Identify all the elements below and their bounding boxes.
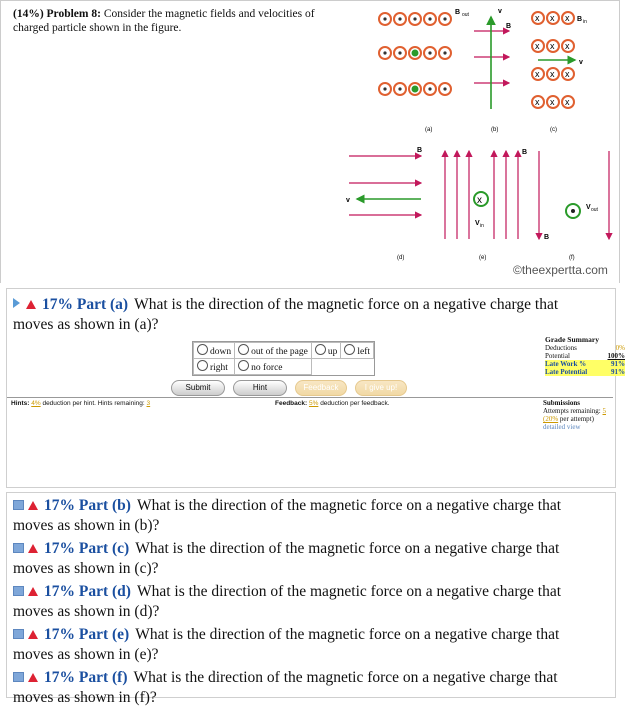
- label-v-b: v: [498, 8, 502, 15]
- warning-icon: [28, 587, 38, 596]
- label-vout: V: [586, 204, 591, 211]
- label-vin: V: [475, 220, 480, 227]
- feedback-text: deduction per feedback.: [320, 400, 389, 407]
- part-a-q-line1: What is the direction of the magnetic force on a negative charge that: [134, 296, 558, 313]
- collapsed-part-icon[interactable]: [13, 672, 24, 682]
- radio-icon[interactable]: [238, 344, 249, 355]
- panel-label-b: (b): [491, 127, 498, 133]
- problem-label: (14%) Problem 8:: [13, 8, 101, 20]
- hints-pct: 4%: [31, 400, 40, 407]
- hints-label: Hints:: [11, 400, 29, 407]
- problem-text: Consider the magnetic fields and velocities of charged particle shown in the figure.: [13, 8, 315, 34]
- part-f-question[interactable]: [13, 668, 615, 708]
- warning-icon: [26, 300, 36, 309]
- label-bout-sub: out: [462, 12, 470, 18]
- part-q-line2: moves as shown in (c)?: [13, 560, 159, 577]
- panel-label-a: (a): [425, 127, 432, 133]
- part-percent: 17%: [44, 626, 75, 643]
- submit-button[interactable]: Submit: [171, 380, 225, 396]
- deductions-value: 0%: [616, 344, 625, 352]
- radio-icon[interactable]: [315, 344, 326, 355]
- svg-text:x: x: [477, 195, 482, 206]
- hints-feedback-bar: [7, 397, 613, 398]
- part-title: Part (e): [79, 626, 129, 643]
- late-potential-label: Late Potential: [545, 368, 587, 376]
- label-b-e: B: [522, 149, 527, 156]
- collapsed-part-icon[interactable]: [13, 629, 24, 639]
- svg-text:x: x: [535, 13, 540, 23]
- part-b-question[interactable]: [13, 496, 615, 536]
- late-work-value: 91%: [611, 360, 625, 368]
- collapsed-part-icon[interactable]: [13, 543, 24, 553]
- part-percent: 17%: [44, 583, 75, 600]
- panel-label-e: (e): [479, 255, 486, 261]
- feedback-info: [275, 400, 390, 407]
- part-q-line1: What is the direction of the magnetic force on a negative charge that: [137, 497, 561, 514]
- choice-label: right: [210, 363, 228, 373]
- part-a-title: Part (a): [77, 296, 128, 313]
- collapsed-part-icon[interactable]: [13, 500, 24, 510]
- label-vin-sub: in: [480, 223, 484, 229]
- feedback-pct: 5%: [309, 400, 318, 407]
- label-b-f: B: [544, 234, 549, 241]
- hints-remaining: 3: [147, 400, 151, 407]
- svg-text:x: x: [565, 13, 570, 23]
- problem-panel: [0, 0, 620, 283]
- part-e-question[interactable]: [13, 625, 615, 665]
- problem-statement: [13, 7, 343, 35]
- part-percent: 17%: [44, 669, 75, 686]
- submissions-info: [543, 399, 623, 431]
- panel-d: [349, 156, 421, 215]
- label-vout-sub: out: [591, 207, 599, 213]
- choice-down[interactable]: [194, 343, 235, 359]
- part-q-line2: moves as shown in (d)?: [13, 603, 159, 620]
- part-a-question: [13, 295, 615, 335]
- attempts-count: 5: [603, 407, 607, 415]
- hints-info: [11, 400, 150, 407]
- part-q-line2: moves as shown in (b)?: [13, 517, 159, 534]
- potential-value: 100%: [608, 352, 625, 360]
- grade-summary: [545, 335, 625, 376]
- detailed-view-link[interactable]: detailed view: [543, 423, 623, 431]
- label-bin: B: [577, 16, 582, 23]
- answer-choices: [192, 341, 375, 376]
- label-bin-sub: in: [583, 19, 587, 25]
- choice-up[interactable]: [311, 343, 341, 359]
- part-title: Part (f): [79, 669, 128, 686]
- warning-icon: [28, 501, 38, 510]
- part-q-line1: What is the direction of the magnetic force on a negative charge that: [134, 669, 558, 686]
- label-v-d: v: [346, 197, 350, 204]
- label-bout: B: [455, 9, 460, 16]
- radio-icon[interactable]: [344, 344, 355, 355]
- submissions-heading: Submissions: [543, 399, 623, 407]
- panel-label-c: (c): [550, 127, 557, 133]
- collapsed-part-icon[interactable]: [13, 586, 24, 596]
- radio-icon[interactable]: [238, 360, 249, 371]
- part-percent: 17%: [44, 540, 75, 557]
- expand-arrow-icon[interactable]: [13, 298, 20, 308]
- part-percent: 17%: [44, 497, 75, 514]
- per-attempt-pct: (20%: [543, 415, 558, 423]
- feedback-button[interactable]: Feedback: [295, 380, 347, 396]
- warning-icon: [28, 673, 38, 682]
- part-q-line1: What is the direction of the magnetic force on a negative charge that: [137, 583, 561, 600]
- part-q-line1: What is the direction of the magnetic force on a negative charge that: [135, 626, 559, 643]
- choice-no-force[interactable]: [235, 359, 312, 375]
- panel-label-f: (f): [569, 255, 575, 261]
- choice-right[interactable]: [194, 359, 235, 375]
- radio-icon[interactable]: [197, 344, 208, 355]
- choice-label: up: [328, 347, 338, 357]
- part-q-line2: moves as shown in (e)?: [13, 646, 159, 663]
- choice-label: left: [357, 347, 370, 357]
- hints-text: deduction per hint. Hints remaining:: [42, 400, 144, 407]
- late-work-label: Late Work %: [545, 360, 586, 368]
- potential-label: Potential: [545, 352, 570, 360]
- button-row: [171, 377, 411, 396]
- warning-icon: [28, 544, 38, 553]
- give-up-button[interactable]: I give up!: [355, 380, 407, 396]
- part-a-percent: 17%: [42, 296, 73, 313]
- per-attempt-text: per attempt): [560, 415, 594, 423]
- attempts-text: Attempts remaining:: [543, 407, 601, 415]
- part-a-panel: [6, 288, 616, 488]
- label-v-c: v: [579, 59, 583, 66]
- part-title: Part (c): [79, 540, 129, 557]
- late-potential-value: 91%: [611, 368, 625, 376]
- hint-button[interactable]: Hint: [233, 380, 287, 396]
- part-a-q-line2: moves as shown in (a)?: [13, 316, 159, 333]
- part-d-question[interactable]: [13, 582, 615, 622]
- feedback-label: Feedback:: [275, 400, 307, 407]
- panel-f: [539, 151, 609, 239]
- panel-b: [474, 17, 509, 109]
- radio-icon[interactable]: [197, 360, 208, 371]
- other-parts-panel: [6, 492, 616, 698]
- part-title: Part (b): [79, 497, 131, 514]
- choice-label: no force: [251, 363, 282, 373]
- svg-text:x: x: [550, 13, 555, 23]
- label-b-b: B: [506, 23, 511, 30]
- choice-out-of-page[interactable]: [235, 343, 312, 359]
- panel-c-field-crosses: [532, 12, 575, 108]
- deductions-label: Deductions: [545, 344, 577, 352]
- grade-heading: Grade Summary: [545, 335, 625, 344]
- label-b-d: B: [417, 147, 422, 154]
- choice-left[interactable]: [341, 343, 374, 359]
- panel-label-d: (d): [397, 255, 404, 261]
- part-title: Part (d): [79, 583, 131, 600]
- choice-label: out of the page: [251, 347, 308, 357]
- warning-icon: [28, 630, 38, 639]
- watermark: ©theexpertta.com: [513, 263, 608, 277]
- choice-label: down: [210, 347, 231, 357]
- part-q-line1: What is the direction of the magnetic force on a negative charge that: [135, 540, 559, 557]
- part-c-question[interactable]: [13, 539, 615, 579]
- magnetic-field-figure: [341, 1, 621, 263]
- panel-a-field-dots: [379, 13, 451, 95]
- part-q-line2: moves as shown in (f)?: [13, 689, 157, 706]
